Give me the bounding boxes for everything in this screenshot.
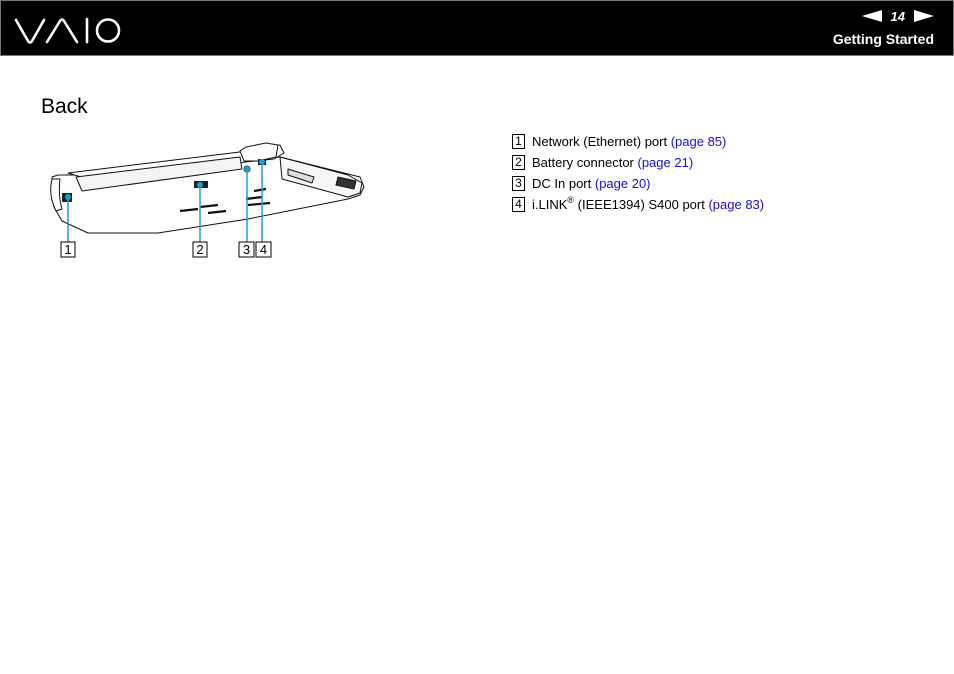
- page-link[interactable]: (page 83): [708, 197, 765, 212]
- diagram-label-1: 1: [64, 242, 72, 257]
- laptop-back-illustration: [48, 135, 370, 260]
- callout-item: [512, 194, 765, 212]
- page-number: 14: [890, 8, 905, 24]
- page-link[interactable]: (page 85): [670, 134, 727, 149]
- page-link[interactable]: (page 20): [594, 176, 651, 191]
- callout-item: [512, 176, 764, 191]
- callout-number: 2: [512, 155, 525, 170]
- page-header: [0, 0, 954, 56]
- callout-number: 4: [512, 197, 525, 212]
- callout-text: Network (Ethernet) port: [532, 134, 671, 149]
- page-link[interactable]: (page 21): [637, 155, 694, 170]
- diagram-label-3: 3: [242, 242, 251, 257]
- diagram-label-2: 2: [196, 242, 204, 257]
- page-navigation: [861, 7, 935, 25]
- callout-item: [512, 134, 764, 149]
- previous-page-arrow-icon[interactable]: [861, 9, 883, 23]
- callout-text: DC In port: [532, 176, 595, 191]
- diagram-label-4: 4: [259, 242, 268, 257]
- callout-number: 1: [512, 134, 525, 149]
- callout-text: Battery connector: [532, 155, 638, 170]
- section-title: Getting Started: [832, 31, 934, 47]
- callout-text: (IEEE1394) S400 port: [574, 197, 709, 212]
- callout-list: [512, 134, 764, 212]
- vaio-logo: [13, 14, 123, 46]
- callout-text: i.LINK: [532, 197, 568, 212]
- page-title: Back: [41, 95, 88, 118]
- registered-mark: ®: [567, 194, 575, 205]
- next-page-arrow-icon[interactable]: [913, 9, 935, 23]
- callout-number: 3: [512, 176, 525, 191]
- callout-item: [512, 155, 764, 170]
